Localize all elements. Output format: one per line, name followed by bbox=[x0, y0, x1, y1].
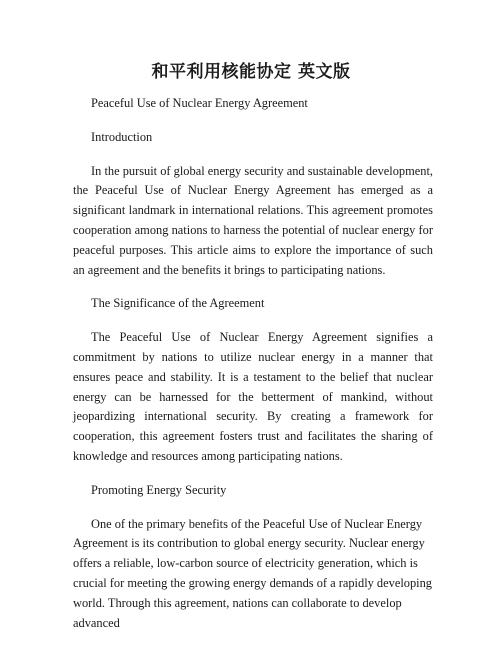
section-heading-energy-security: Promoting Energy Security bbox=[91, 482, 227, 497]
page-title: 和平利用核能协定 英文版 bbox=[151, 62, 351, 82]
document-subtitle: Peaceful Use of Nuclear Energy Agreement bbox=[91, 96, 308, 110]
section-paragraph-significance: The Peaceful Use of Nuclear Energy Agreement signifies a commitment by nations to utilize nuclear energy in a manner that ensures peace and stability. It is a testament to the belief that nuclear energy can be harnessed for the betterment of mankind, without jeopardizing international security. By creating a framework for cooperation, this agreement fosters trust and facilitates the sharing of knowledge and resources among participating nations. bbox=[73, 330, 433, 463]
document-body bbox=[73, 94, 433, 647]
section-paragraph-introduction: In the pursuit of global energy security and sustainable development, the Peaceful Use of Nuclear Energy Agreement has emerged as a significant landmark in international relations. This agreement promotes cooperation among nations to harness the potential of nuclear energy for peaceful purposes. This article aims to explore the importance of such an agreement and the benefits it brings to participating nations. bbox=[73, 163, 433, 277]
section-heading-introduction: Introduction bbox=[91, 129, 153, 144]
section-paragraph-energy-security: One of the primary benefits of the Peaceful Use of Nuclear Energy Agreement is its contribution to global energy security. Nuclear energy offers a reliable, low-carbon source of electricity generation, which is crucial for meeting the growing energy demands of a rapidly developing world. Through this agreement, nations can collaborate to develop advanced bbox=[73, 516, 432, 630]
section-heading-significance: The Significance of the Agreement bbox=[91, 296, 265, 311]
